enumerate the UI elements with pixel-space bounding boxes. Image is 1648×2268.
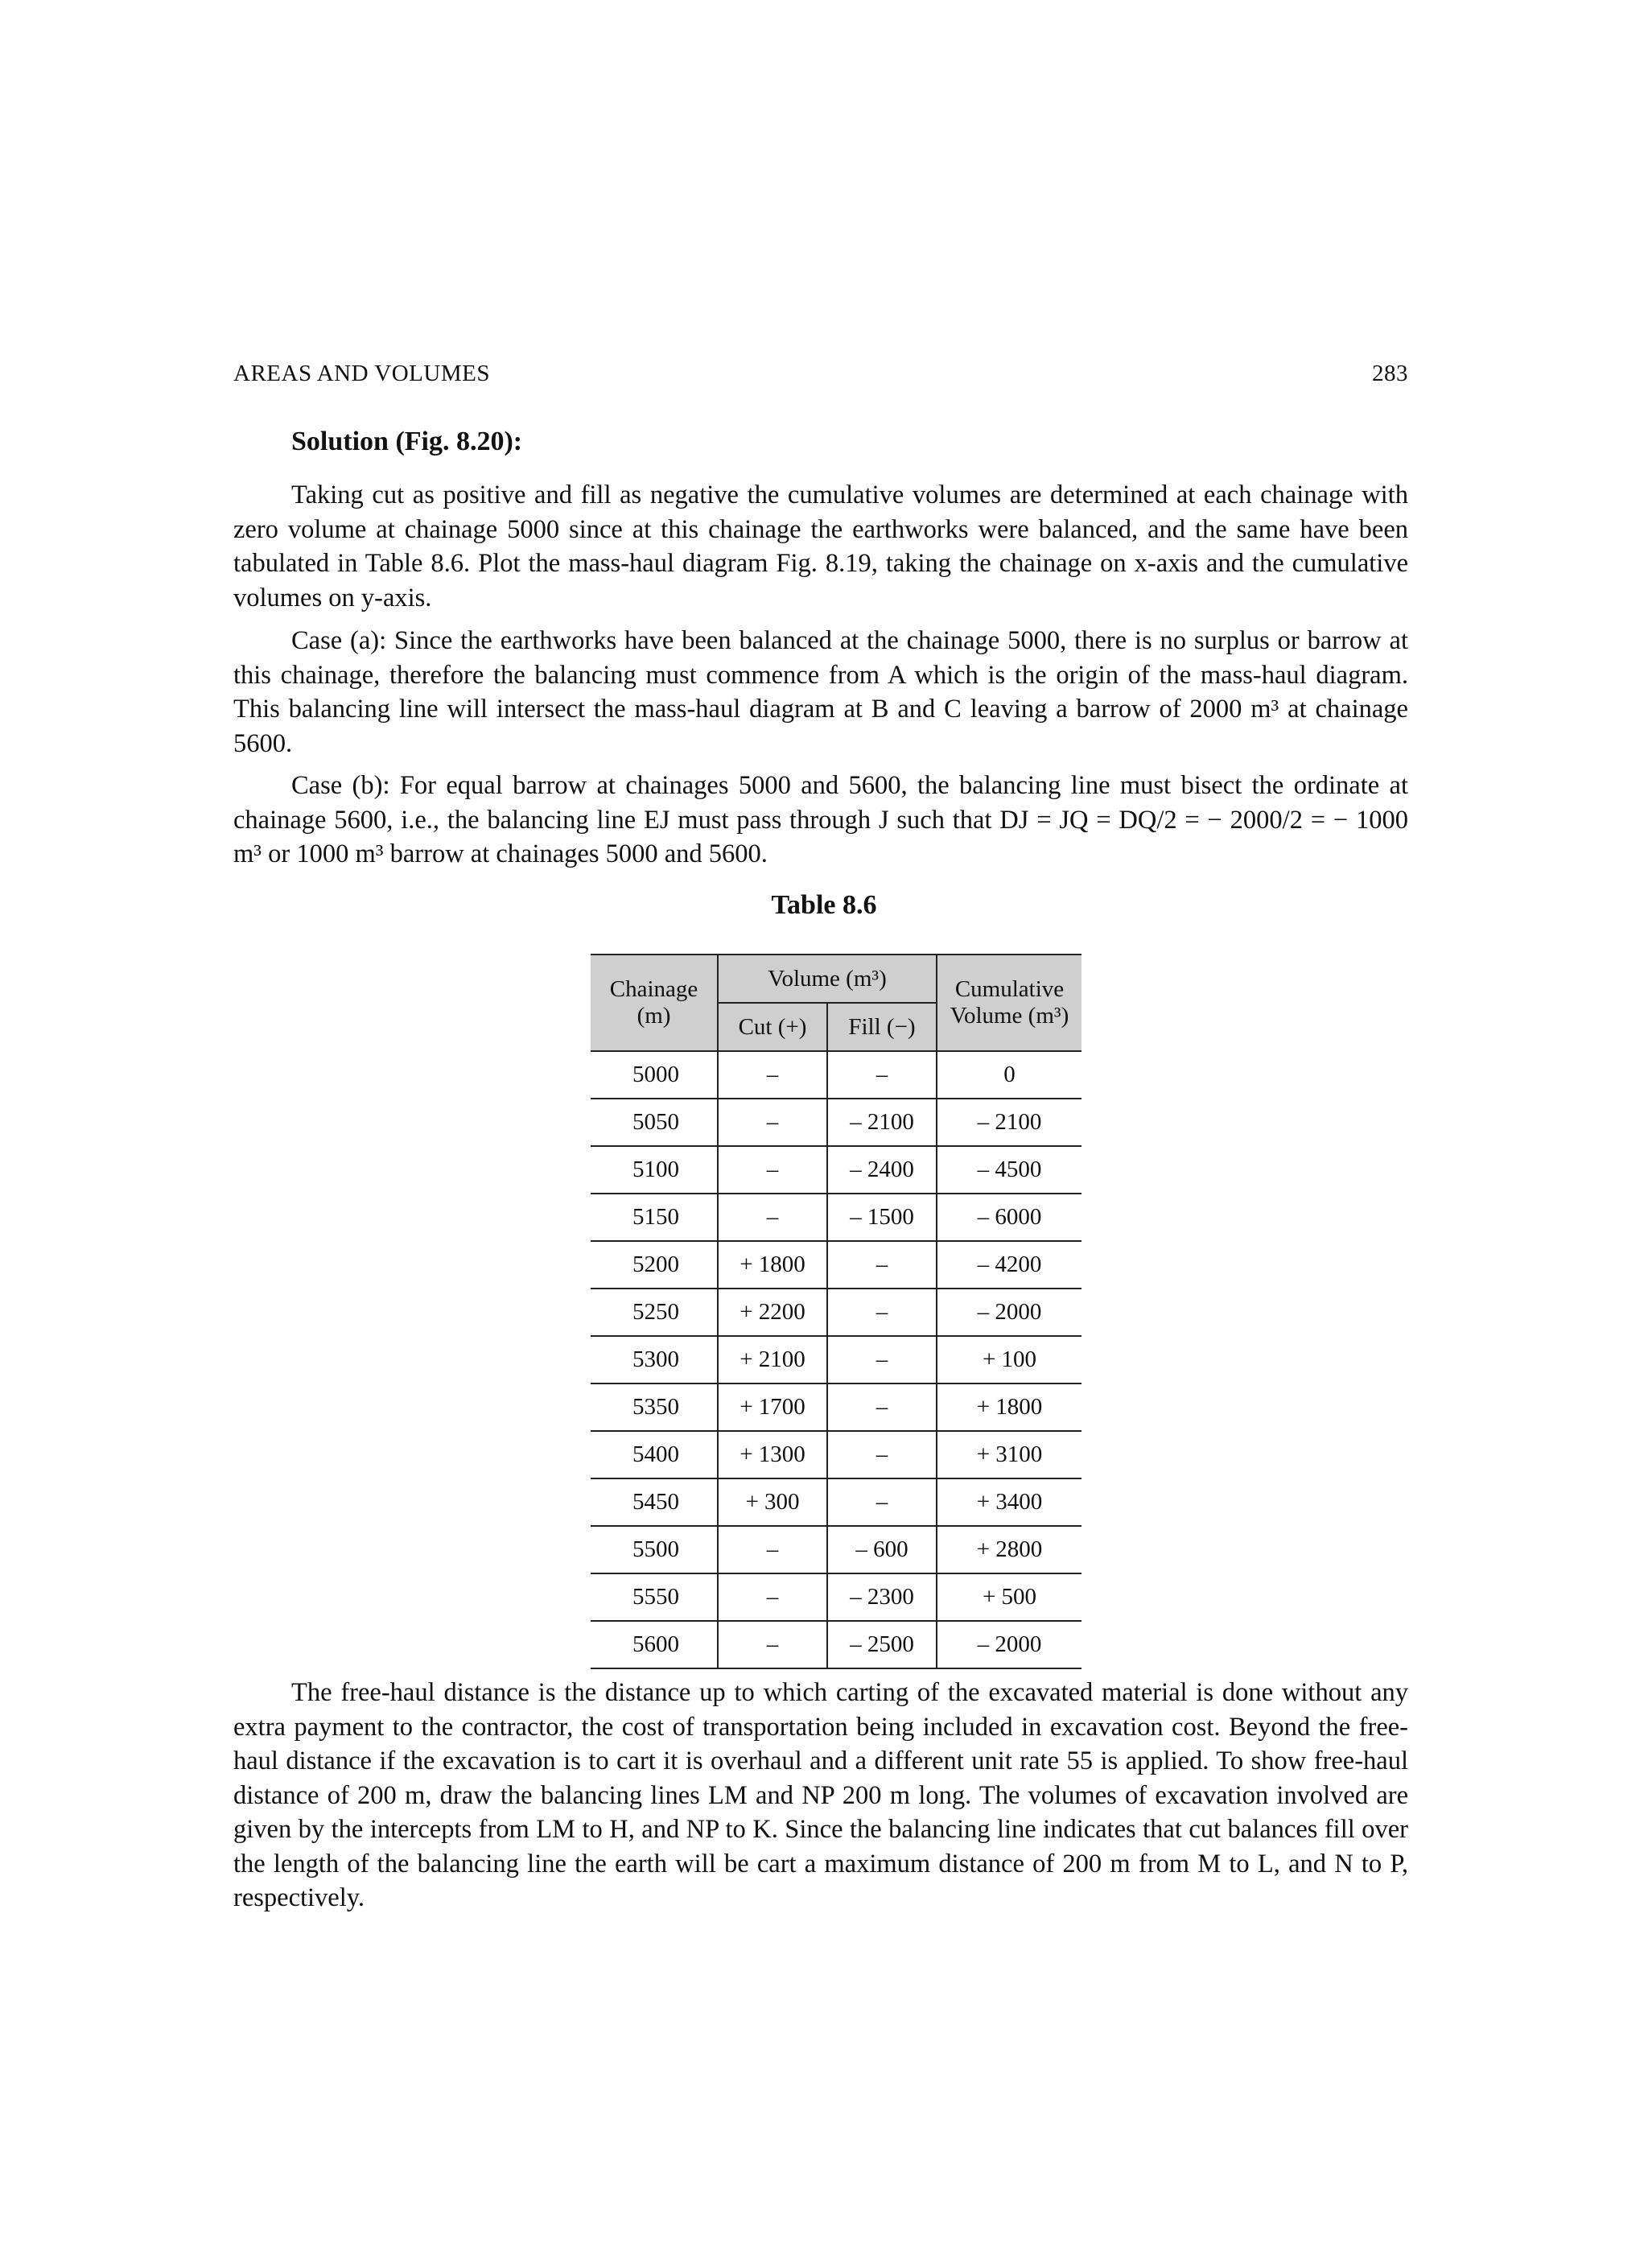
table-row <box>591 1478 1082 1526</box>
running-header-title: AREAS AND VOLUMES <box>233 361 490 386</box>
cell-chainage: 5500 <box>591 1526 718 1573</box>
cell-chainage: 5250 <box>591 1289 718 1336</box>
solution-heading: Solution (Fig. 8.20): <box>291 427 523 456</box>
cell-fill: – 1500 <box>827 1194 937 1241</box>
cell-cut: – <box>718 1099 827 1146</box>
cell-cumulative: – 2000 <box>937 1621 1082 1668</box>
cell-cumulative: – 6000 <box>937 1194 1082 1241</box>
header-volume: Volume (m³) <box>718 955 937 1003</box>
cell-cumulative: – 4200 <box>937 1241 1082 1289</box>
paragraph-free-haul: The free-haul distance is the distance up to which carting of the excavated material is done without any extra payment to the contractor, the cost of transportation being included in excavation cost. Beyond the free-haul distance if the excavation is to cart it is overhaul and a different unit rate 55 is applied. To show free-haul distance of 200 m, draw the balancing lines LM and NP 200 m long. The volumes of excavation involved are given by the intercepts from LM to H, and NP to K. Since the balancing line indicates that cut balances fill over the length of the balancing line the earth will be cart a maximum distance of 200 m from M to L, and N to P, respectively. <box>233 1678 1408 1912</box>
cell-cut: – <box>718 1051 827 1099</box>
cell-cut: – <box>718 1526 827 1573</box>
cell-fill: – <box>827 1336 937 1383</box>
table-row <box>591 1099 1082 1146</box>
table-body <box>591 1051 1082 1668</box>
header-cut: Cut (+) <box>718 1003 827 1051</box>
cell-fill: – <box>827 1383 937 1431</box>
table-caption: Table 8.6 <box>771 890 877 920</box>
cell-cut: – <box>718 1194 827 1241</box>
cell-fill: – <box>827 1289 937 1336</box>
page-number: 283 <box>1372 361 1408 386</box>
cell-fill: – <box>827 1478 937 1526</box>
table-row <box>591 1526 1082 1573</box>
table-row <box>591 1383 1082 1431</box>
table-row <box>591 1431 1082 1478</box>
cell-chainage: 5050 <box>591 1099 718 1146</box>
cell-cut: + 2100 <box>718 1336 827 1383</box>
cell-cut: – <box>718 1621 827 1668</box>
cell-cut: + 1700 <box>718 1383 827 1431</box>
header-chainage: Chainage (m) <box>591 955 718 1051</box>
table-row <box>591 1573 1082 1621</box>
cell-cut: – <box>718 1573 827 1621</box>
cell-chainage: 5550 <box>591 1573 718 1621</box>
table-row <box>591 1289 1082 1336</box>
cell-cumulative: – 2000 <box>937 1289 1082 1336</box>
cell-cumulative: – 2100 <box>937 1099 1082 1146</box>
header-cumulative: Cumulative Volume (m³) <box>937 955 1082 1051</box>
cell-chainage: 5100 <box>591 1146 718 1194</box>
cell-cumulative: + 500 <box>937 1573 1082 1621</box>
cell-cumulative: + 3100 <box>937 1431 1082 1478</box>
cell-fill: – 2100 <box>827 1099 937 1146</box>
cell-fill: – <box>827 1241 937 1289</box>
cell-fill: – 600 <box>827 1526 937 1573</box>
cell-chainage: 5000 <box>591 1051 718 1099</box>
cell-cumulative: – 4500 <box>937 1146 1082 1194</box>
cell-fill: – 2500 <box>827 1621 937 1668</box>
mass-haul-table <box>591 954 1082 1669</box>
cell-cut: + 2200 <box>718 1289 827 1336</box>
cell-chainage: 5200 <box>591 1241 718 1289</box>
table-row <box>591 1241 1082 1289</box>
cell-cumulative: + 100 <box>937 1336 1082 1383</box>
table-row <box>591 1146 1082 1194</box>
cell-chainage: 5150 <box>591 1194 718 1241</box>
paragraph-intro: Taking cut as positive and fill as negative the cumulative volumes are determined at each chainage with zero volume at chainage 5000 since at this chainage the earthworks were balanced, and the same have been tabulated in Table 8.6. Plot the mass-haul diagram Fig. 8.19, taking the chainage on x-axis and the cumulative volumes on y-axis. <box>233 480 1408 612</box>
cell-chainage: 5400 <box>591 1431 718 1478</box>
cell-fill: – <box>827 1431 937 1478</box>
table-row <box>591 1621 1082 1668</box>
cell-chainage: 5450 <box>591 1478 718 1526</box>
cell-chainage: 5300 <box>591 1336 718 1383</box>
cell-cumulative: 0 <box>937 1051 1082 1099</box>
cell-fill: – 2300 <box>827 1573 937 1621</box>
cell-cut: + 1800 <box>718 1241 827 1289</box>
table-row <box>591 1336 1082 1383</box>
cell-cut: + 1300 <box>718 1431 827 1478</box>
cell-cumulative: + 1800 <box>937 1383 1082 1431</box>
table-row <box>591 1051 1082 1099</box>
cell-chainage: 5600 <box>591 1621 718 1668</box>
cell-cut: + 300 <box>718 1478 827 1526</box>
cell-fill: – 2400 <box>827 1146 937 1194</box>
header-fill: Fill (−) <box>827 1003 937 1051</box>
running-header <box>233 361 1408 387</box>
table-row <box>591 1194 1082 1241</box>
cell-fill: – <box>827 1051 937 1099</box>
paragraph-case-a: Case (a): Since the earthworks have been balanced at the chainage 5000, there is no surplus or barrow at this chainage, therefore the balancing must commence from A which is the origin of the mass-haul diagram. This balancing line will intersect the mass-haul diagram at B and C leaving a barrow of 2000 m³ at chainage 5600. <box>233 626 1408 758</box>
paragraph-case-b: Case (b): For equal barrow at chainages 5000 and 5600, the balancing line must bisect the ordinate at chainage 5600, i.e., the balancing line EJ must pass through J such that DJ = JQ = DQ/2 = − 2000/2 = − 1000 m³ or 1000 m³ barrow at chainages 5000 and 5600. <box>233 771 1408 868</box>
cell-chainage: 5350 <box>591 1383 718 1431</box>
cell-cumulative: + 2800 <box>937 1526 1082 1573</box>
cell-cut: – <box>718 1146 827 1194</box>
cell-cumulative: + 3400 <box>937 1478 1082 1526</box>
